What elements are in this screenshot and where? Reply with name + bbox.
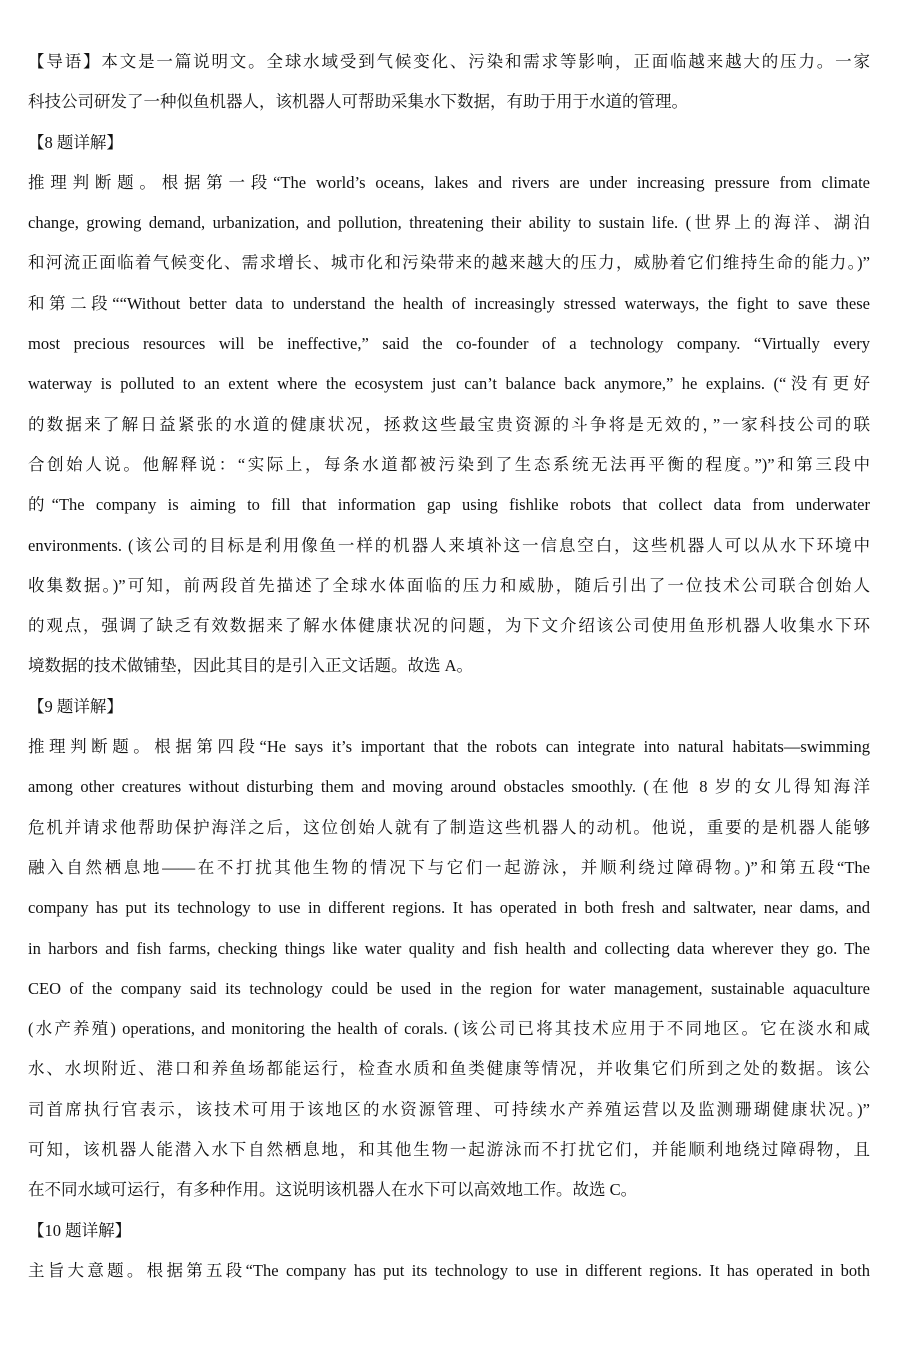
text-line: 推理判断题。根据第一段“The world’s oceans, lakes and rivers are under increasing pressure from climate <box>28 172 870 192</box>
text-line: 和河流正面临着气候变化、需求增长、城市化和污染带来的越来越大的压力，威胁着它们维持生命的能力。)” <box>28 253 870 273</box>
text-line: 的数据来了解日益紧张的水道的健康状况，拯救这些最宝贵资源的斗争将是无效的，”一家科技公司的联 <box>28 414 870 434</box>
section-heading: 【10 题详解】 <box>28 1220 132 1240</box>
text-line: 收集数据。)”可知，前两段首先描述了全球水体面临的压力和威胁，随后引出了一位技术公司联合创始人 <box>28 575 870 595</box>
text-line: 合创始人说。他解释说：“实际上，每条水道都被污染到了生态系统无法再平衡的程度。”)”和第三段中 <box>28 454 870 474</box>
text-line: 推理判断题。根据第四段“He says it’s important that the robots can integrate into natural habitats—swimming <box>28 737 870 757</box>
text-line: 水、水坝附近、港口和养鱼场都能运行，检查水质和鱼类健康等情况，并收集它们所到之处的数据。该公 <box>28 1059 870 1079</box>
text-line: 境数据的技术做铺垫，因此其目的是引入正文话题。故选 A。 <box>28 656 474 676</box>
text-line: waterway is polluted to an extent where the ecosystem just can’t balance back anymore,” he explains. (“没有更好 <box>28 374 870 394</box>
text-line: 危机并请求他帮助保护海洋之后，这位创始人就有了制造这些机器人的动机。他说，重要的是机器人能够 <box>28 817 870 837</box>
text-line: in harbors and fish farms, checking things like water quality and fish health and collecting data wherever they go. The <box>28 938 870 958</box>
text-line: most precious resources will be ineffective,” said the co-founder of a technology company. “Virtually every <box>28 334 870 354</box>
text-line: change, growing demand, urbanization, and pollution, threatening their ability to sustain life. (世界上的海洋、湖泊 <box>28 213 870 233</box>
text-line: 科技公司研发了一种似鱼机器人，该机器人可帮助采集水下数据，有助于用于水道的管理。 <box>28 92 688 112</box>
text-line: CEO of the company said its technology could be used in the region for water management, sustainable aquaculture <box>28 978 870 998</box>
text-line: (水产养殖) operations, and monitoring the health of corals. (该公司已将其技术应用于不同地区。它在淡水和咸 <box>28 1019 870 1039</box>
section-heading: 【9 题详解】 <box>28 696 123 716</box>
section-heading: 【8 题详解】 <box>28 132 123 152</box>
text-line: 【导语】本文是一篇说明文。全球水域受到气候变化、污染和需求等影响，正面临越来越大的压力。一家 <box>28 52 870 71</box>
text-line: 在不同水域可运行，有多种作用。这说明该机器人在水下可以高效地工作。故选 C。 <box>28 1180 638 1200</box>
text-line: environments. (该公司的目标是利用像鱼一样的机器人来填补这一信息空白，这些机器人可以从水下环境中 <box>28 535 870 555</box>
text-line: 融入自然栖息地——在不打扰其他生物的情况下与它们一起游泳，并顺利绕过障碍物。)”和第五段“The <box>28 857 870 877</box>
text-line: 司首席执行官表示，该技术可用于该地区的水资源管理、可持续水产养殖运营以及监测珊瑚健康状况。)” <box>28 1099 870 1119</box>
text-line: 的观点，强调了缺乏有效数据来了解水体健康状况的问题，为下文介绍该公司使用鱼形机器人收集水下环 <box>28 616 870 636</box>
text-line: company has put its technology to use in different regions. It has operated in both fresh and saltwater, near dams, and <box>28 898 870 918</box>
text-line: 的“The company is aiming to fill that information gap using fishlike robots that collect data from underwater <box>28 495 870 515</box>
text-line: among other creatures without disturbing them and moving around obstacles smoothly. (在他 8 岁的女儿得知海洋 <box>28 777 870 797</box>
text-line: 可知，该机器人能潜入水下自然栖息地，和其他生物一起游泳而不打扰它们，并能顺利地绕过障碍物，且 <box>28 1140 870 1160</box>
text-line: 和第二段““Without better data to understand the health of increasingly stressed waterways, the fight to save these <box>28 293 870 313</box>
document-page <box>28 42 870 1291</box>
text-line: 主旨大意题。根据第五段“The company has put its technology to use in different regions. It has operated in both <box>28 1260 870 1280</box>
